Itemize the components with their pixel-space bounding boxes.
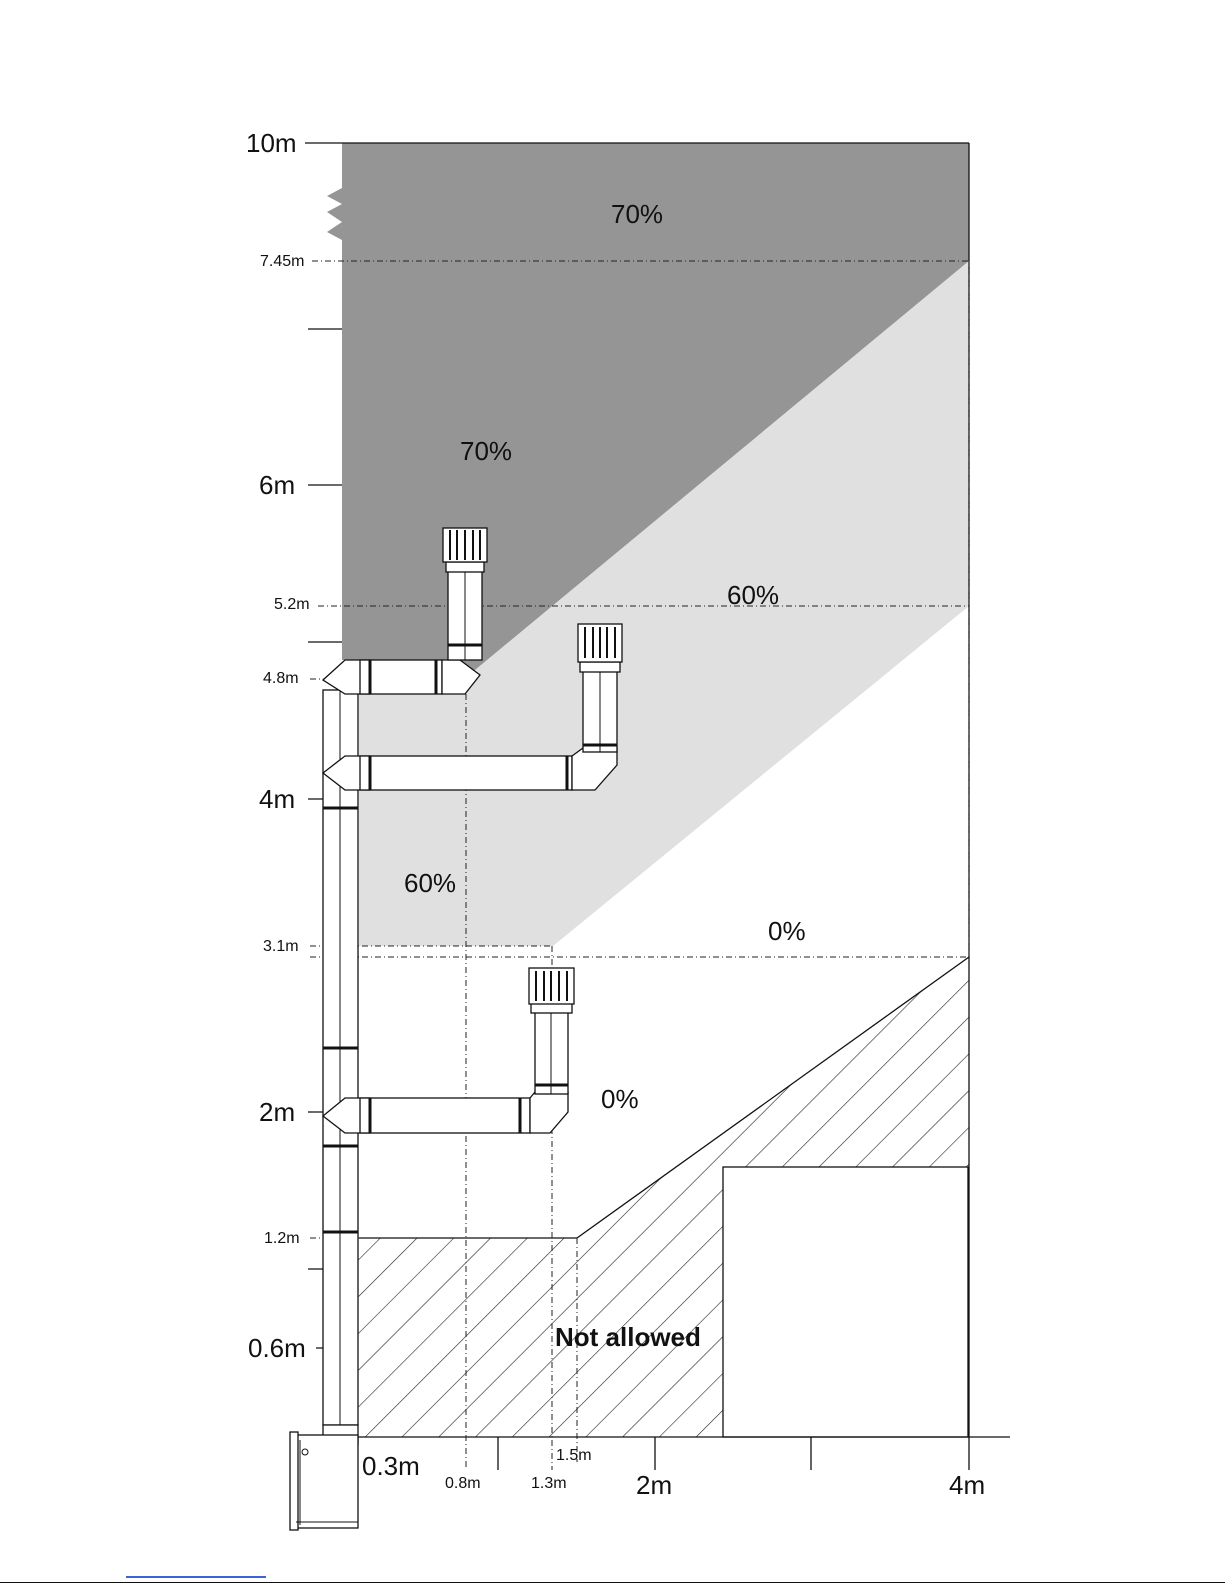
horizontal-flue-middle: [360, 756, 572, 790]
label-2m-horizontal: 2m: [636, 1470, 673, 1500]
label-5-2m: 5.2m: [274, 596, 310, 613]
page-link-underline[interactable]: [126, 1576, 266, 1578]
page-bottom-rule: [0, 1582, 1225, 1583]
zone-label-left-60: 60%: [404, 868, 457, 898]
label-10m: 10m: [246, 128, 297, 158]
label-7-45m: 7.45m: [260, 253, 305, 270]
zone-label-right-60: 60%: [727, 580, 780, 610]
label-2m: 2m: [259, 1097, 296, 1127]
label-0-3m: 0.3m: [362, 1451, 420, 1481]
horizontal-flue-lower: [360, 1098, 530, 1133]
zone-label-right-0: 0%: [768, 916, 806, 946]
label-0-8m: 0.8m: [445, 1475, 481, 1492]
label-4m: 4m: [259, 784, 296, 814]
zone-label-top-70: 70%: [611, 199, 664, 229]
zone-label-upper-70: 70%: [460, 436, 513, 466]
label-1-2m: 1.2m: [264, 1230, 300, 1247]
horizontal-flue-upper: [360, 660, 442, 694]
label-6m: 6m: [259, 470, 296, 500]
label-1-5m: 1.5m: [556, 1447, 592, 1464]
label-4-8m: 4.8m: [263, 670, 299, 687]
horizontal-axis-labels: [445, 1447, 985, 1500]
label-0-6m: 0.6m: [248, 1333, 306, 1363]
label-4m-horizontal: 4m: [949, 1470, 986, 1500]
label-3-1m: 3.1m: [263, 938, 299, 955]
obstacle-block: [723, 1167, 968, 1437]
label-1-3m: 1.3m: [531, 1475, 567, 1492]
not-allowed-label: Not allowed: [555, 1322, 701, 1352]
zone-label-center-0: 0%: [601, 1084, 639, 1114]
